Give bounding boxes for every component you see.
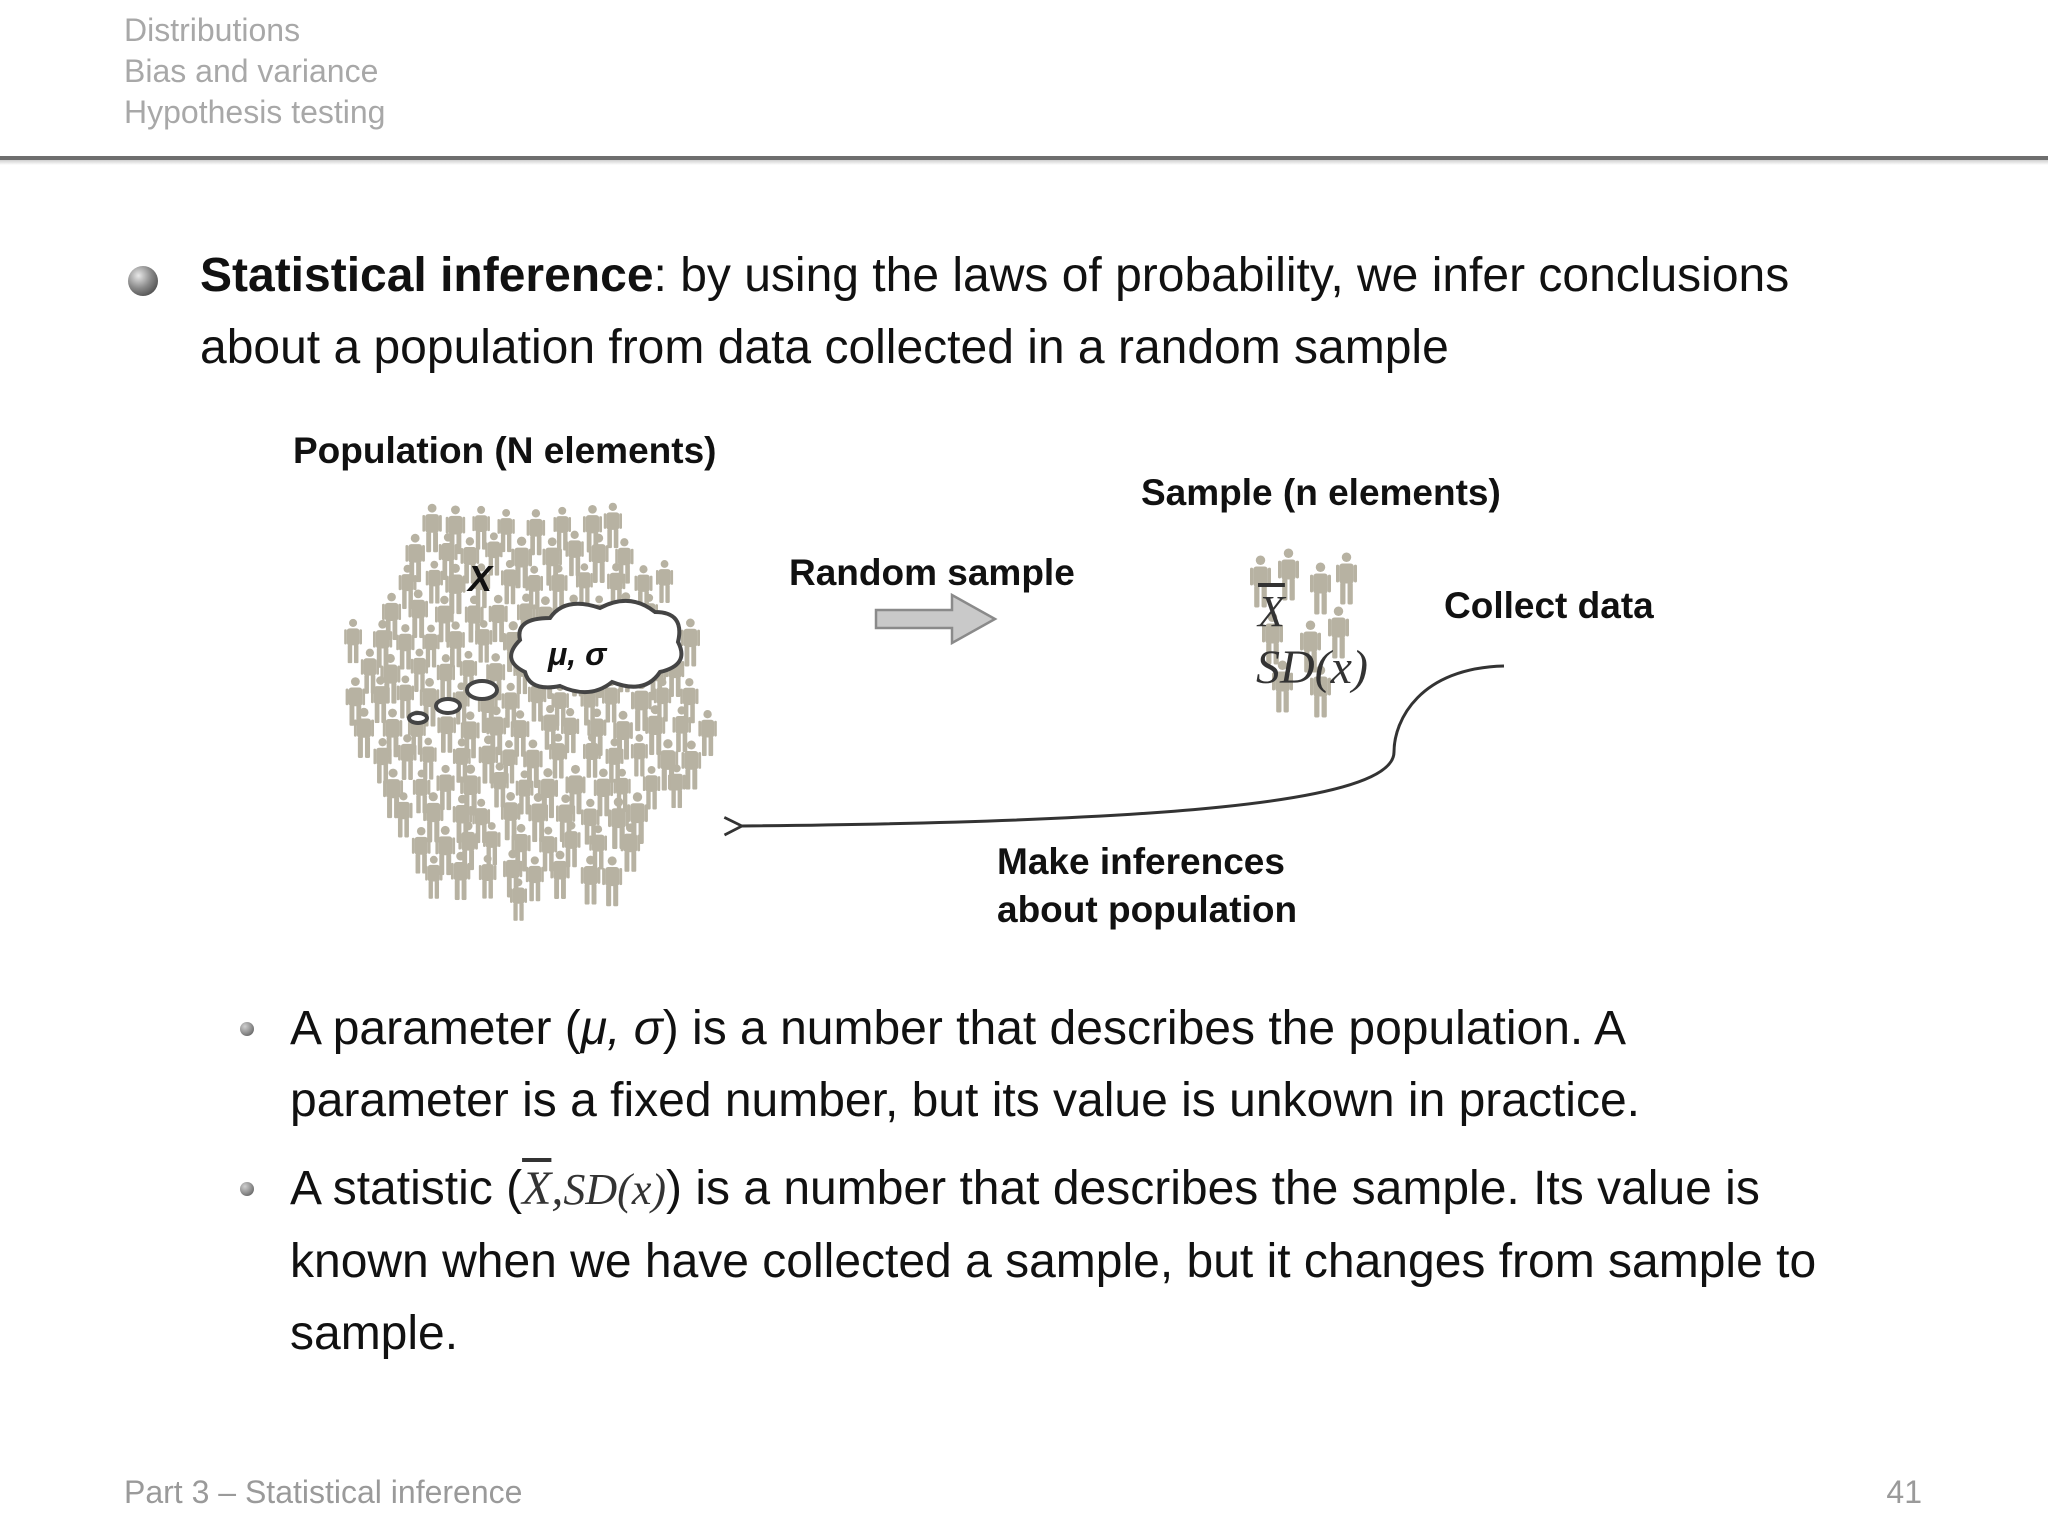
person-icon: [645, 705, 665, 755]
person-icon: [549, 564, 568, 610]
statistic-comma-inline: ,: [551, 1162, 564, 1215]
population-label: Population (N elements): [293, 430, 717, 471]
statistic-line3: sample.: [290, 1307, 459, 1360]
person-icon: [1310, 563, 1331, 615]
person-icon: [510, 879, 527, 921]
statistic-mean-inline: $\overline{X}$: [522, 1162, 552, 1215]
sample-mean-symbol: $\overline{X}$: [1258, 587, 1285, 636]
parameter-prefix: A parameter (: [290, 1002, 581, 1055]
person-icon: [656, 560, 673, 603]
page-number: 41: [1886, 1474, 1922, 1510]
collect-data-label: Collect data: [1444, 585, 1654, 626]
statistic-prefix: A statistic (: [290, 1162, 523, 1215]
person-icon: [426, 561, 443, 604]
statistical-inference-term: Statistical inference: [200, 249, 654, 302]
person-icon: [698, 710, 717, 756]
sample-sd-symbol: SD(x): [1256, 641, 1368, 694]
statistic-sd-inline: SD(x): [563, 1165, 666, 1214]
person-icon: [411, 649, 429, 692]
statistic-definition: [290, 1153, 1970, 1370]
person-icon: [643, 766, 661, 810]
person-icon: [604, 503, 622, 549]
person-icon: [344, 619, 362, 663]
person-icon: [527, 509, 546, 555]
parameter-definition: [290, 993, 1970, 1137]
person-icon: [562, 821, 581, 867]
person-icon: [631, 734, 648, 776]
random-sample-label: Random sample: [789, 552, 1075, 593]
parameter-line2: parameter is a fixed number, but its value is unkown in practice.: [290, 1074, 1640, 1127]
person-icon: [654, 678, 672, 721]
nav-item-bias-variance[interactable]: Bias and variance: [124, 53, 379, 89]
nav-item-distributions[interactable]: Distributions: [124, 12, 301, 48]
parameter-bullet-icon: [240, 1022, 254, 1036]
person-icon: [581, 856, 601, 905]
parameter-symbols-inline: μ, σ: [580, 1002, 663, 1055]
statistic-suffix: ) is a number that describes the sample. Its value is: [666, 1162, 1760, 1215]
footer-section: Part 3 – Statistical inference: [124, 1474, 523, 1510]
person-icon: [602, 856, 622, 906]
person-icon: [565, 531, 583, 577]
inference-arrow: [742, 666, 1504, 826]
person-icon: [526, 856, 544, 901]
population-variable-x: X: [468, 558, 493, 599]
statistic-bullet-icon: [240, 1182, 254, 1196]
statement-line1: : by using the laws of probability, we infer conclusions: [653, 249, 1790, 302]
person-icon: [525, 566, 543, 610]
inference-label-line1: Make inferences: [997, 841, 1285, 882]
random-sample-arrow: [876, 595, 995, 643]
person-icon: [681, 619, 700, 667]
parameter-suffix: ) is a number that describes the population. A: [662, 1002, 1626, 1055]
statistic-line2: known when we have collected a sample, but it changes from sample to: [290, 1235, 1817, 1288]
inference-label: [997, 838, 1297, 934]
sample-label: Sample (n elements): [1141, 472, 1501, 513]
nav-item-hypothesis-testing[interactable]: Hypothesis testing: [124, 94, 386, 130]
parameter-symbols: μ, σ: [548, 636, 607, 672]
population-crowd: [344, 503, 717, 921]
person-icon: [451, 852, 471, 900]
inference-label-line2: about population: [997, 889, 1298, 930]
person-icon: [1336, 553, 1357, 605]
statement-line2: about a population from data collected in a random sample: [200, 321, 1449, 374]
